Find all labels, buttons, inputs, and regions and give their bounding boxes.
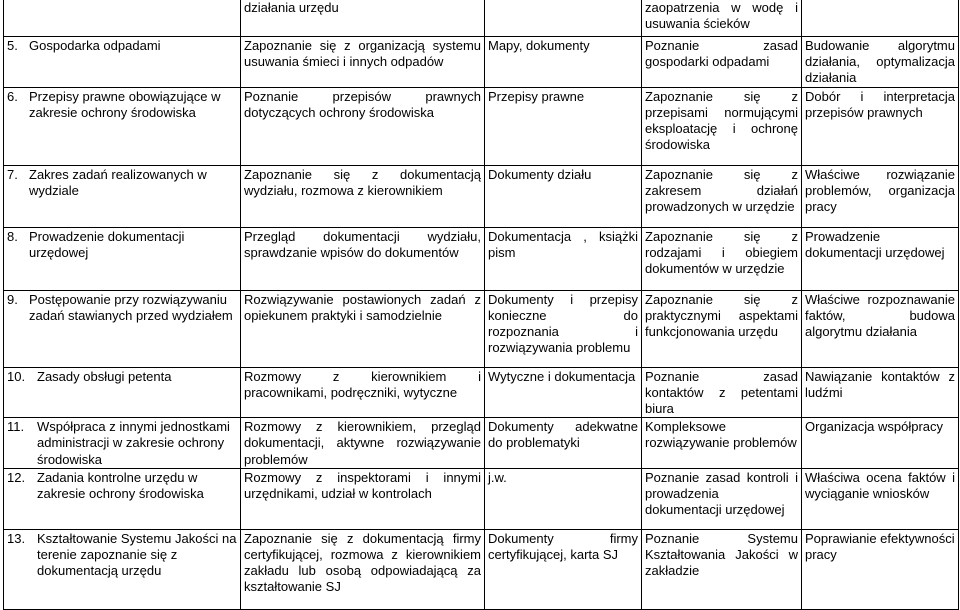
cell-text: Budowanie algorytmu działania, optymalizacja działania: [805, 38, 955, 86]
methods-cell: [241, 87, 485, 165]
cell-text: Przegląd dokumentacji wydziału, sprawdzanie wpisów do dokumentów: [244, 228, 481, 260]
table-row: [4, 87, 959, 165]
sources-cell: [485, 367, 642, 418]
table-row: [4, 418, 959, 469]
cell-text: Rozmowy z kierownikiem, przegląd dokumentacji, aktywne rozwiązywanie problemów: [244, 419, 481, 467]
cell-text: zaopatrzenia w wodę i usuwania ścieków: [645, 0, 798, 32]
topic-cell: [4, 529, 241, 609]
cell-text: Mapy, dokumenty: [488, 38, 590, 53]
cell-text: Dokumentacja , książki pism: [488, 228, 638, 260]
cell-text: Zapoznanie się z zakresem działań prowadzonych w urzędzie: [645, 166, 798, 215]
topic-cell: [4, 418, 241, 469]
topic-text: Gospodarka odpadami: [29, 38, 161, 53]
table-row: [4, 165, 959, 227]
effects-cell: [642, 227, 802, 290]
sources-cell: [485, 227, 642, 290]
methods-cell: [241, 37, 485, 88]
effects-cell: [642, 468, 802, 529]
effects-cell: [642, 418, 802, 469]
sources-cell: [485, 87, 642, 165]
topic-cell: [4, 468, 241, 529]
cell-text: Dokumenty działu: [488, 166, 592, 182]
topic-cell: [4, 367, 241, 418]
effects-cell: [642, 367, 802, 418]
topic-cell: [4, 165, 241, 227]
cell-text: Rozmowy z kierownikiem i pracownikami, podręczniki, wytyczne: [244, 368, 481, 400]
cell-text: Rozwiązywanie postawionych zadań z opiekunem praktyki i samodzielnie: [244, 291, 481, 323]
competences-cell: [802, 87, 959, 165]
competences-cell: [802, 37, 959, 88]
competences-cell: [802, 0, 959, 37]
topic-text: Postępowanie przy rozwiązywaniu zadań stawianych przed wydziałem: [29, 291, 233, 323]
methods-cell: [241, 468, 485, 529]
cell-text: Poznanie przepisów prawnych dotyczących ochrony środowiska: [244, 88, 481, 120]
topic-cell: [4, 37, 241, 88]
sources-cell: [485, 37, 642, 88]
effects-cell: [642, 0, 802, 37]
cell-text: Zapoznanie się z praktycznymi aspektami funkcjonowania urzędu: [645, 291, 798, 340]
cell-text: Właściwe rozpoznawanie faktów, budowa algorytmu działania: [805, 291, 955, 340]
sources-cell: [485, 468, 642, 529]
methods-cell: [241, 529, 485, 609]
cell-text: działania urzędu: [244, 0, 339, 15]
topic-text: Współpraca z innymi jednostkami administracji w zakresie ochrony środowiska: [37, 419, 230, 467]
row-number: 8.: [7, 228, 18, 244]
cell-text: Zapoznanie się z dokumentacją firmy certyfikującej, rozmowa z kierownikiem zakładu lub osobą odpowiadającą za kształtowanie SJ: [244, 530, 481, 595]
table-row: [4, 37, 959, 88]
table-row: [4, 529, 959, 609]
cell-text: Dobór i interpretacja przepisów prawnych: [805, 88, 955, 120]
sources-cell: [485, 165, 642, 227]
competences-cell: [802, 227, 959, 290]
topic-text: Prowadzenie dokumentacji urzędowej: [29, 228, 185, 260]
row-number: 13.: [7, 530, 26, 546]
effects-cell: [642, 529, 802, 609]
cell-text: Dokumenty i przepisy konieczne do rozpoznania i rozwiązywania problemu: [488, 291, 638, 356]
cell-text: Poznanie Systemu Kształtowania Jakości w zakładzie: [645, 530, 798, 579]
methods-cell: [241, 367, 485, 418]
row-number: 6.: [7, 88, 18, 104]
topic-cell: [4, 0, 241, 37]
cell-text: Poznanie zasad kontaktów z petentami biura: [645, 368, 798, 417]
sources-cell: [485, 418, 642, 469]
table-row: [4, 468, 959, 529]
cell-text: Rozmowy z inspektorami i innymi urzędnikami, udział w kontrolach: [244, 469, 481, 502]
cell-text: j.w.: [488, 469, 507, 485]
cell-text: Nawiązanie kontaktów z ludźmi: [805, 368, 955, 400]
methods-cell: [241, 290, 485, 367]
row-number: 12.: [7, 469, 26, 485]
competences-cell: [802, 529, 959, 609]
methods-cell: [241, 0, 485, 37]
topic-cell: [4, 290, 241, 367]
cell-text: Przepisy prawne: [488, 88, 585, 104]
effects-cell: [642, 290, 802, 367]
competences-cell: [802, 367, 959, 418]
effects-cell: [642, 87, 802, 165]
cell-text: Dokumenty adekwatne do problematyki: [488, 419, 638, 451]
cell-text: Zapoznanie się z dokumentacją wydziału, rozmowa z kierownikiem: [244, 166, 481, 198]
row-number: 11.: [7, 419, 25, 435]
table-row: [4, 227, 959, 290]
cell-text: Prowadzenie dokumentacji urzędowej: [805, 228, 945, 260]
cell-text: Zapoznanie się z rodzajami i obiegiem dokumentów w urzędzie: [645, 228, 798, 277]
cell-text: Organizacja współpracy: [805, 419, 944, 435]
effects-cell: [642, 165, 802, 227]
cell-text: Poznanie zasad gospodarki odpadami: [645, 38, 798, 70]
cell-text: Dokumenty firmy certyfikującej, karta SJ: [488, 530, 638, 563]
practice-program-table: [3, 0, 959, 610]
competences-cell: [802, 418, 959, 469]
cell-text: Wytyczne i dokumentacja: [488, 368, 636, 384]
topic-cell: [4, 87, 241, 165]
sources-cell: [485, 290, 642, 367]
competences-cell: [802, 468, 959, 529]
cell-text: Poprawianie efektywności pracy: [805, 530, 955, 563]
row-number: 9.: [7, 291, 18, 307]
methods-cell: [241, 418, 485, 469]
topic-text: Kształtowanie Systemu Jakości na terenie zapoznanie się z dokumentacją urzędu: [37, 530, 237, 579]
methods-cell: [241, 227, 485, 290]
cell-text: Poznanie zasad kontroli i prowadzenia dokumentacji urzędowej: [645, 469, 798, 518]
cell-text: Właściwa ocena faktów i wyciąganie wniosków: [805, 469, 955, 502]
cell-text: Zapoznanie się z organizacją systemu usuwania śmieci i innych odpadów: [244, 38, 481, 70]
methods-cell: [241, 165, 485, 227]
effects-cell: [642, 37, 802, 88]
cell-text: Właściwe rozwiązanie problemów, organizacja pracy: [805, 166, 955, 215]
topic-text: Zadania kontrolne urzędu w zakresie ochrony środowiska: [37, 469, 204, 502]
topic-cell: [4, 227, 241, 290]
table-row: [4, 290, 959, 367]
cell-text: Kompleksowe rozwiązywanie problemów: [645, 419, 797, 451]
topic-text: Zakres zadań realizowanych w wydziale: [29, 166, 207, 198]
competences-cell: [802, 290, 959, 367]
competences-cell: [802, 165, 959, 227]
row-number: 7.: [7, 166, 18, 182]
sources-cell: [485, 529, 642, 609]
topic-text: Przepisy prawne obowiązujące w zakresie ochrony środowiska: [29, 88, 221, 120]
cell-text: Zapoznanie się z przepisami normującymi eksploatację i ochronę środowiska: [645, 88, 798, 153]
row-number: 5.: [7, 38, 18, 53]
sources-cell: [485, 0, 642, 37]
table-row: [4, 367, 959, 418]
topic-text: Zasady obsługi petenta: [37, 368, 172, 384]
table-row: [4, 0, 959, 37]
row-number: 10.: [7, 368, 26, 384]
